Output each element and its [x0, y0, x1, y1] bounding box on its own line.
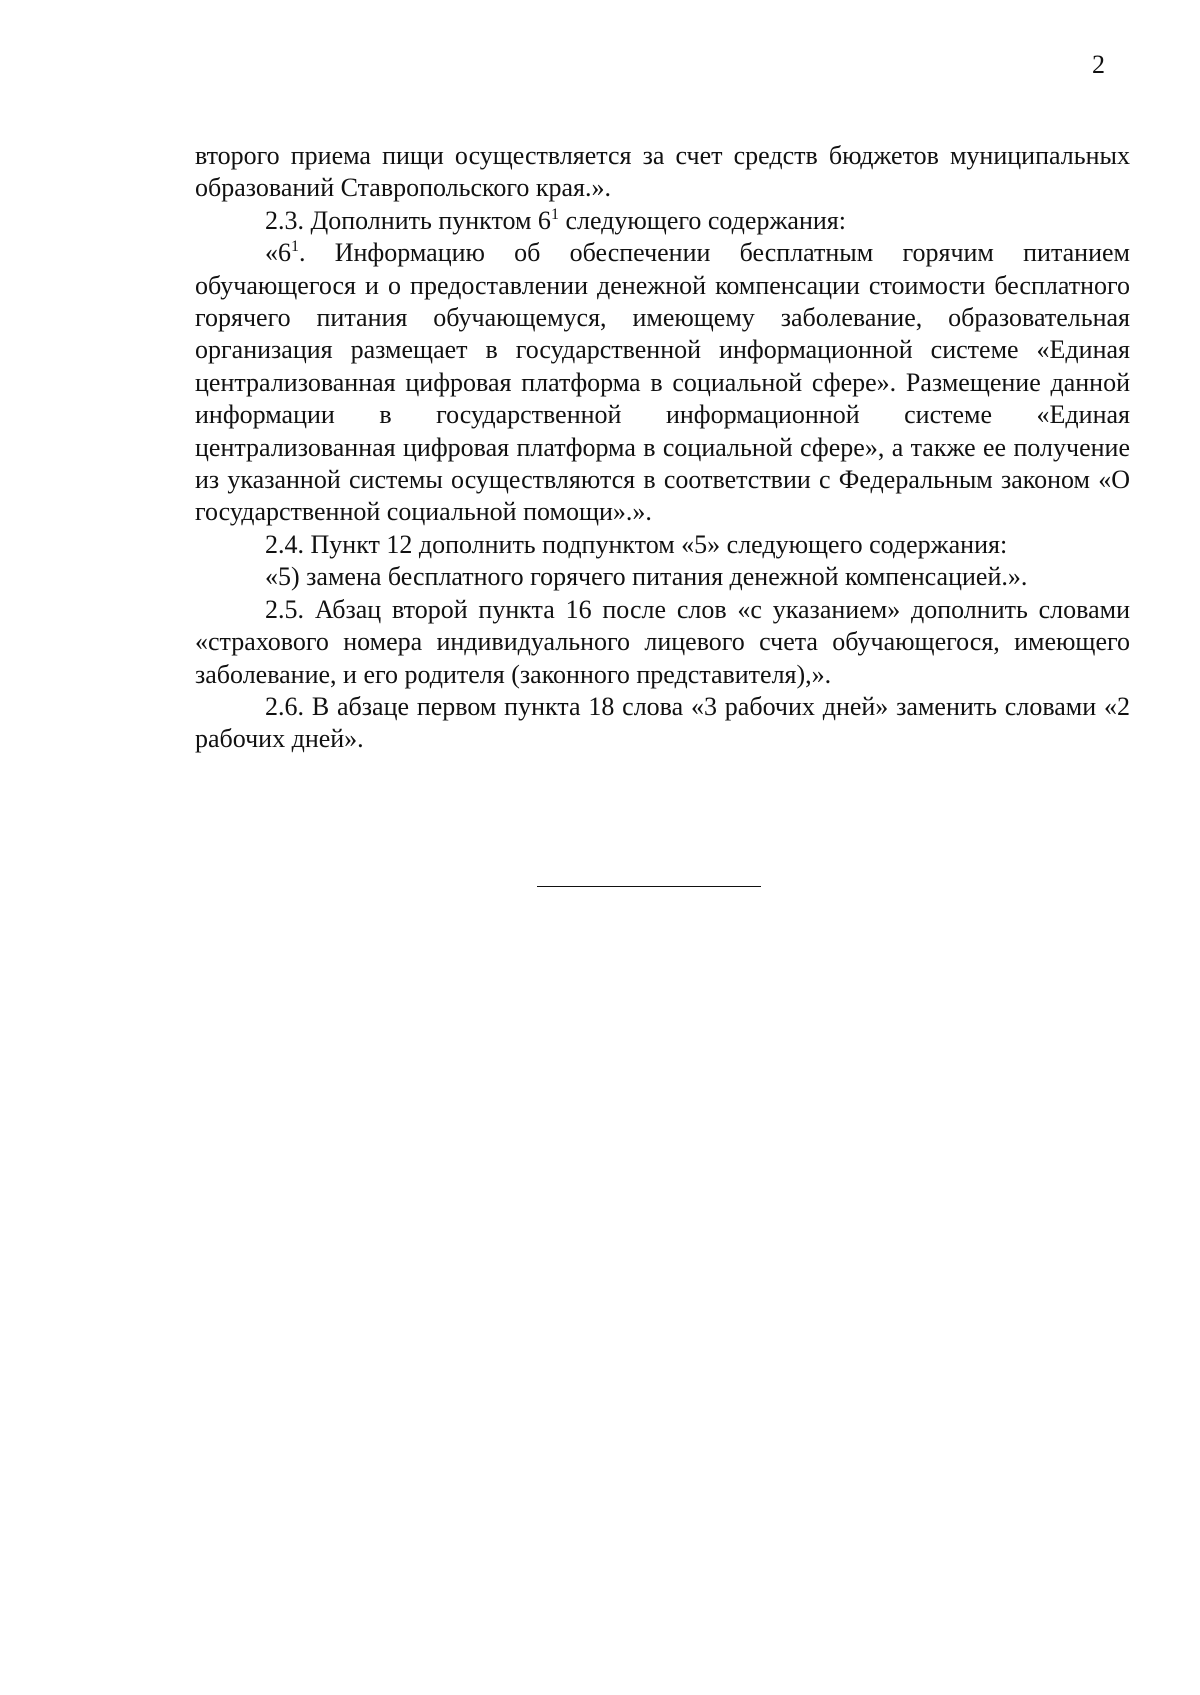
paragraph-2-4 — [195, 529, 1130, 561]
paragraph-subpoint-5 — [195, 561, 1130, 593]
paragraph-text: следующего содержания: — [558, 205, 846, 235]
paragraph-text: 2.4. Пункт 12 дополнить подпунктом «5» следующего содержания: — [265, 529, 1008, 559]
superscript: 1 — [291, 238, 299, 256]
document-body — [195, 140, 1130, 756]
paragraph-text: «5) замена бесплатного горячего питания денежной компенсацией.». — [265, 562, 1028, 592]
page-number: 2 — [1092, 50, 1105, 79]
closing-divider-line — [537, 886, 761, 887]
paragraph-continuation — [195, 140, 1130, 205]
paragraph-text: 2.6. В абзаце первом пункта 18 слова «3 рабочих дней» заменить словами «2 рабочих дней». — [195, 691, 1130, 754]
paragraph-2-6 — [195, 691, 1130, 756]
paragraph-6-1 — [195, 237, 1130, 529]
paragraph-text: . Информацию об обеспечении бесплатным горячим питанием обучающегося и о предоставлении денежной компенсации стоимости бесплатного горячего питания обучающемуся, имеющему заболевание, образовательная организация размещает в государственной информационной системе «Единая централизованная цифровая платформа в социальной сфере». Размещение данной информации в государственной информационной системе «Единая централизованная цифровая платформа в социальной сфере», а также ее получение из указанной системы осуществляются в соответствии с Федеральным законом «О государственной социальной помощи».». — [195, 238, 1130, 527]
paragraph-text: второго приема пищи осуществляется за счет средств бюджетов муниципальных образований Ставропольского края.». — [195, 141, 1130, 203]
superscript: 1 — [550, 205, 559, 223]
paragraph-2-5 — [195, 594, 1130, 691]
paragraph-text: 2.3. Дополнить пунктом 6 — [265, 205, 551, 235]
paragraph-2-3 — [195, 205, 1130, 237]
paragraph-text: 2.5. Абзац второй пункта 16 после слов «с указанием» дополнить словами «страхового номера индивидуального лицевого счета обучающегося, имеющего заболевание, и его родителя (законного представителя),». — [195, 594, 1130, 689]
paragraph-text: «6 — [265, 238, 291, 268]
